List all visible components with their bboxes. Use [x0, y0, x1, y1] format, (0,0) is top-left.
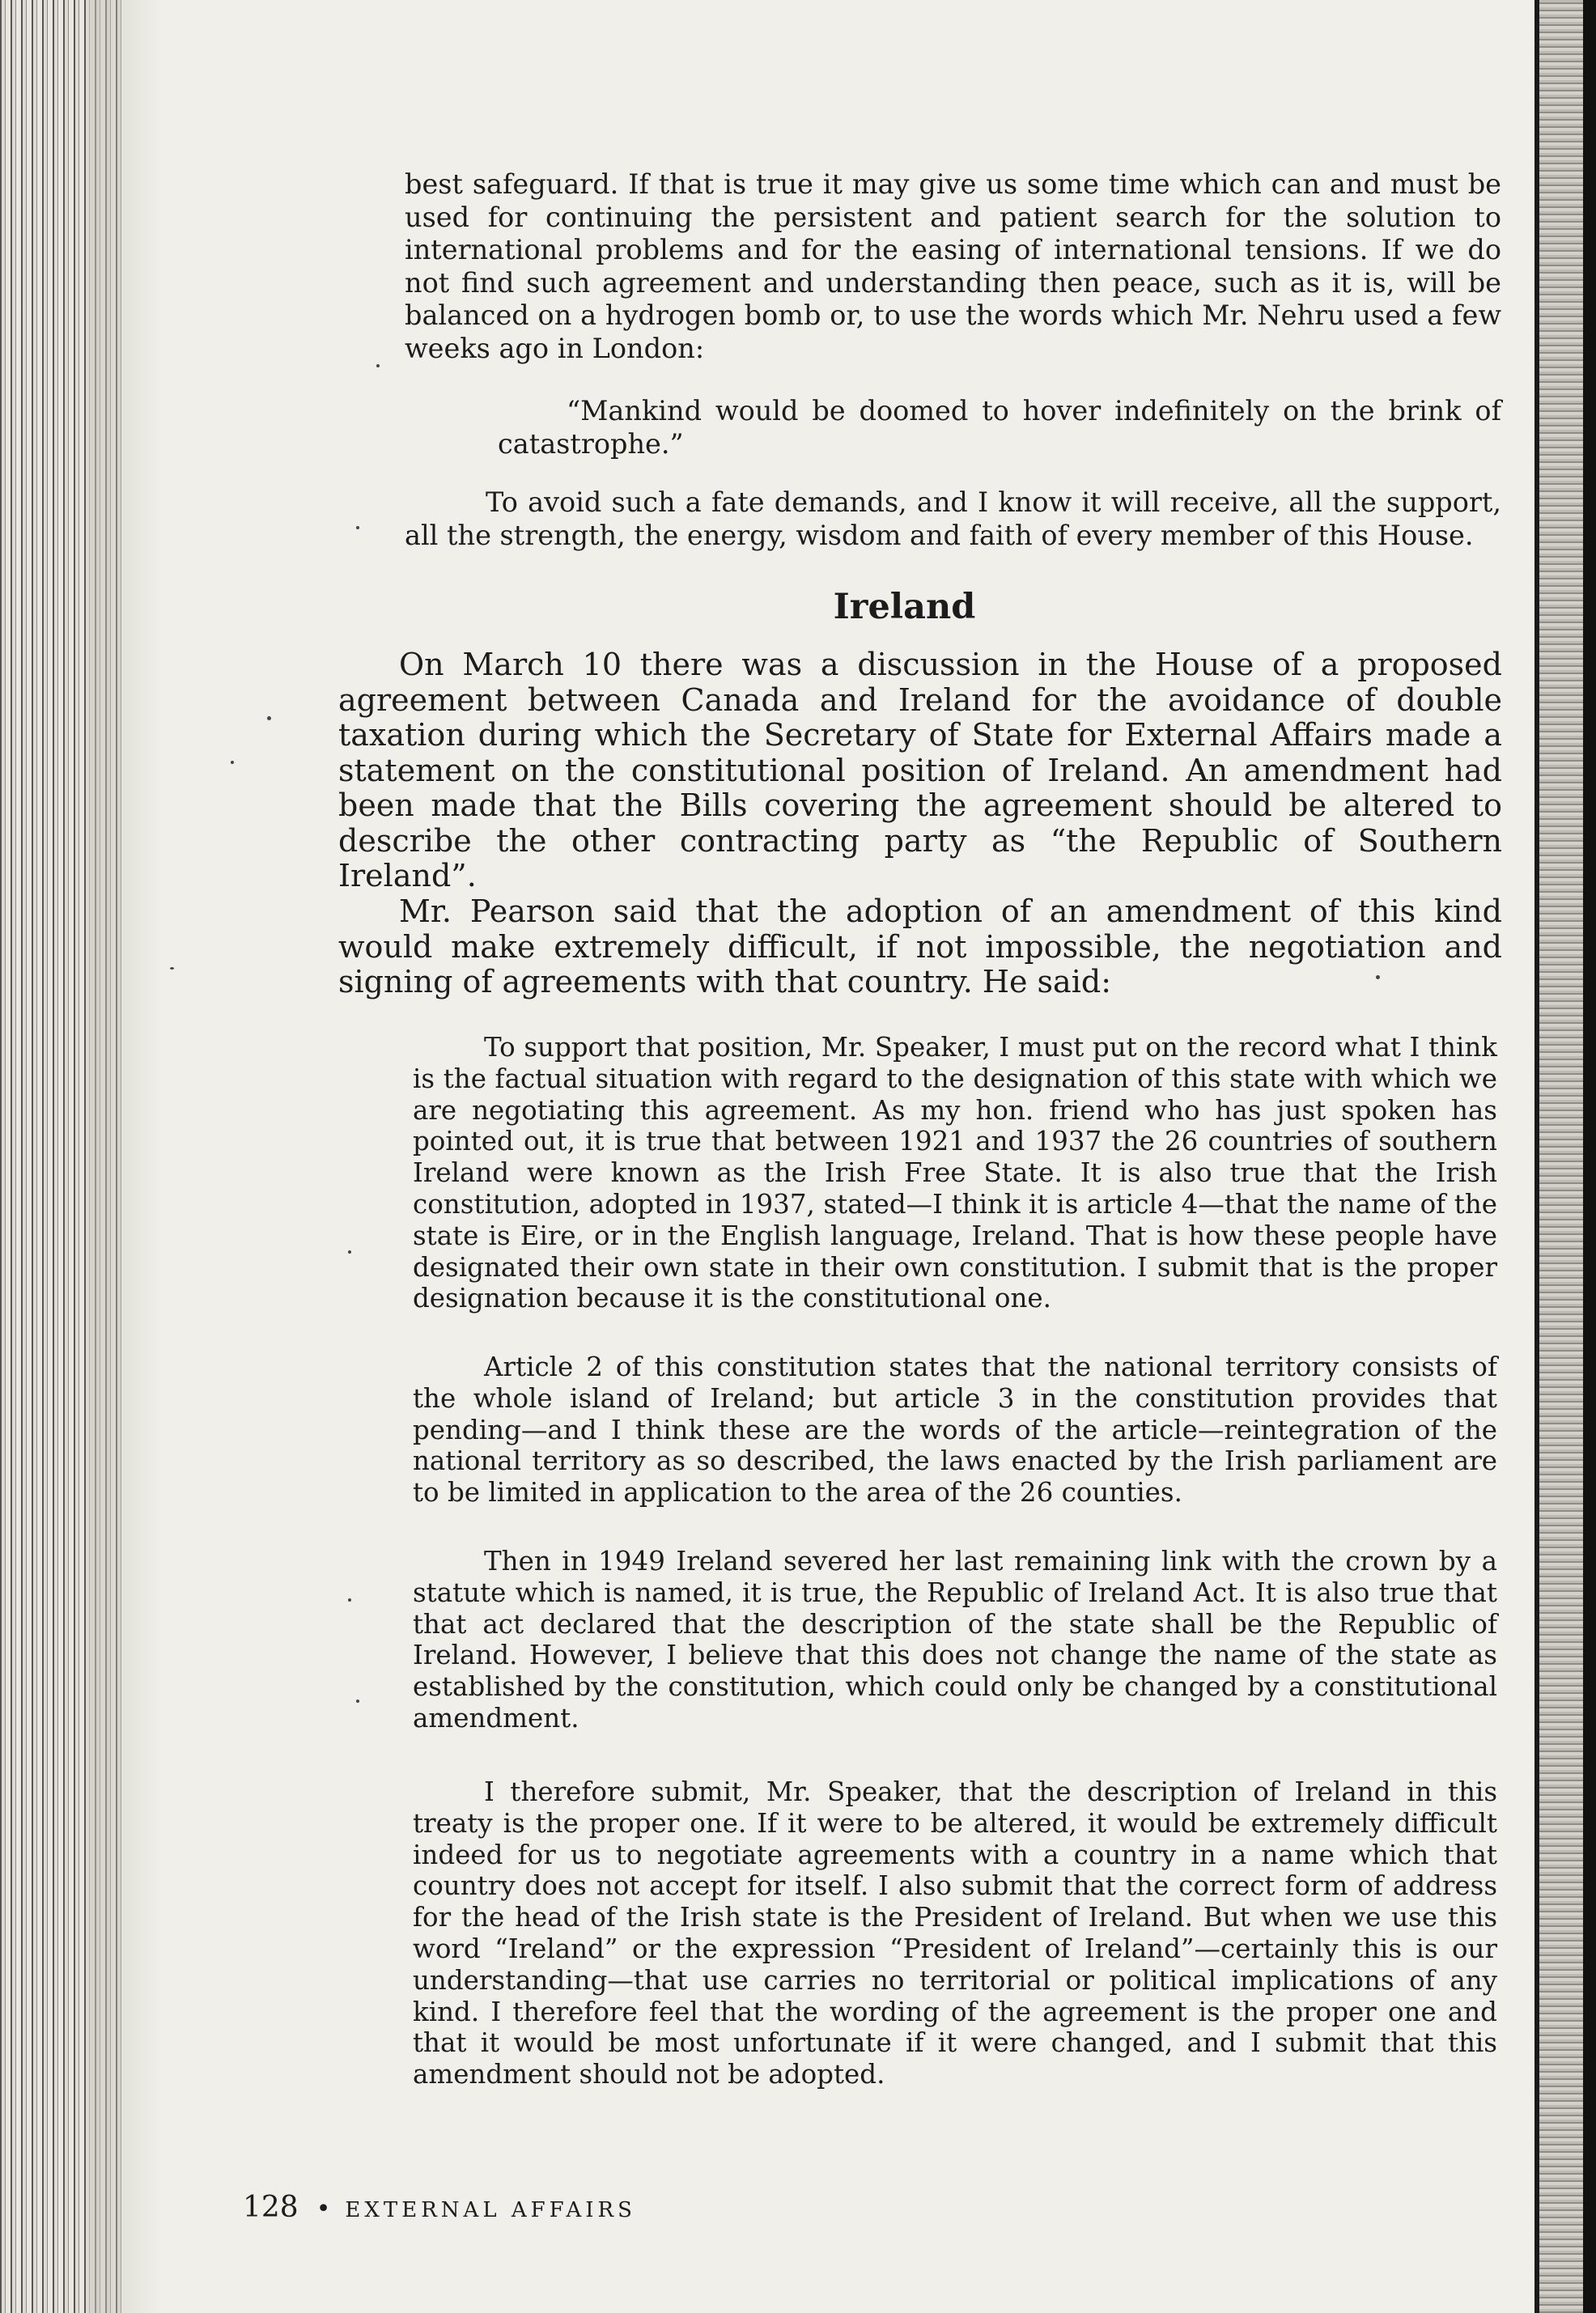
scan-speck [376, 364, 380, 367]
scan-speck [231, 761, 234, 764]
scan-speck [1376, 975, 1380, 979]
scan-speck [348, 1250, 351, 1254]
paragraph-ireland-discussion: On March 10 there was a discussion in the House of a proposed agreement between Canada and Ireland for the avoidance of double taxation during which the Secretary of State for External Affairs made a statement on the constitutional position of Ireland. An amendment had been made that the Bills covering the agreement should be altered to describe the other contracting party as “the Republic of Southern Ireland”. [338, 647, 1502, 893]
scan-edge-line [1534, 0, 1539, 2313]
page-footer [243, 2192, 636, 2226]
paragraph-avoid-fate: To avoid such a fate demands, and I know it will receive, all the support, all the strength, the energy, wisdom and faith of every member of this House. [405, 486, 1501, 551]
paragraph-safeguard: best safeguard. If that is true it may give us some time which can and must be used for continuing the persistent and patient search for the solution to international problems and for the easing of international tensions. If we do not find such agreement and understanding then peace, such as it is, will be balanced on a hydrogen bomb or, to use the words which Mr. Nehru used a few weeks ago in London: [405, 168, 1501, 364]
quote-paragraph-3: Then in 1949 Ireland severed her last remaining link with the crown by a statute which is named, it is true, the Republic of Ireland Act. It is also true that that act declared that the description of the state shall be the Republic of Ireland. However, I believe that this does not change the name of the state as established by the constitution, which could only be changed by a constitutional amendment. [413, 1546, 1497, 1734]
scan-edge-bar [1583, 0, 1596, 2313]
footer-bullet: • [316, 2195, 331, 2223]
scan-speck [356, 526, 359, 529]
section-heading-ireland: Ireland [833, 587, 976, 627]
scan-speck [170, 967, 174, 970]
scan-speck [348, 1598, 351, 1602]
page-number: 128 [243, 2191, 299, 2224]
footer-section-title: EXTERNAL AFFAIRS [345, 2198, 636, 2222]
scan-speck [267, 716, 271, 720]
quote-paragraph-2: Article 2 of this constitution states that the national territory consists of the whole island of Ireland; but article 3 in the constitution provides that pending—and I think these are the words of the article—reintegration of the national territory as so described, the laws enacted by the Irish parliament are to be limited in application to the area of the 26 counties. [413, 1352, 1497, 1509]
page-content-top [405, 168, 1501, 365]
quote-paragraph-1: To support that position, Mr. Speaker, I must put on the record what I think is the factual situation with regard to the designation of this state with which we are negotiating this agreement. As my hon. friend who has just spoken has pointed out, it is true that between 1921 and 1937 the 26 countries of southern Ireland were known as the Irish Free State. It is also true that the Irish constitution, adopted in 1937, stated—I think it is article 4—that the name of the state is Eire, or in the English language, Ireland. That is how these people have designated their own state in their own constitution. I submit that is the proper designation because it is the constitutional one. [413, 1032, 1497, 1314]
scan-speck [356, 1700, 359, 1703]
scan-gutter-shadow [89, 0, 162, 2313]
quote-nehru: “Mankind would be doomed to hover indefinitely on the brink of catastrophe.” [498, 395, 1501, 460]
paragraph-pearson: Mr. Pearson said that the adoption of an amendment of this kind would make extremely difficult, if not impossible, the negotiation and signing of agreements with that country. He said: [338, 893, 1502, 999]
quote-paragraph-4: I therefore submit, Mr. Speaker, that the description of Ireland in this treaty is the proper one. If it were to be altered, it would be extremely difficult indeed for us to negotiate agreements with a country in a name which that country does not accept for itself. I also submit that the correct form of address for the head of the Irish state is the President of Ireland. But when we use this word “Ireland” or the expression “President of Ireland”—certainly this is our understanding—that use carries no territorial or political implications of any kind. I therefore feel that the wording of the agreement is the proper one and that it would be most unfortunate if it were changed, and I submit that this amendment should not be adopted. [413, 1776, 1497, 2090]
